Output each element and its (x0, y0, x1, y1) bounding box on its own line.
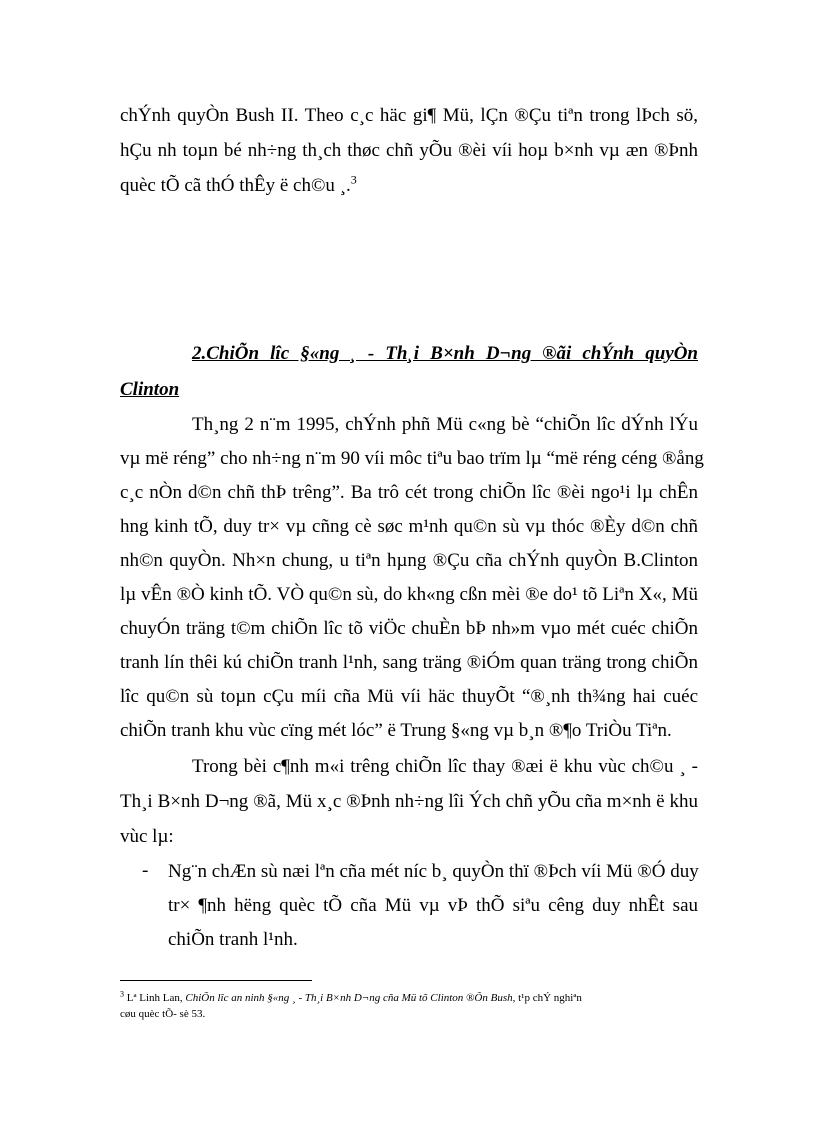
bullet-text-line: Ng¨n chÆn sù næi lªn cña mét níc b¸ quyÒn thï ®Þch víi Mü ®Ó duy (168, 861, 699, 882)
section-heading: 2.ChiÕn lîc §«ng ¸ - Th¸i B×nh D¬ng ®ãi chÝnh quyÒn (192, 343, 698, 364)
footnote (120, 990, 698, 1006)
body-text-line: Th¸i B×nh D¬ng ®ã, Mü x¸c ®Þnh nh÷ng lîi Ých chñ yÕu cña m×nh ë khu (120, 791, 698, 812)
body-text-line: chuyÓn träng t©m chiÕn lîc tõ viÖc chuÈn bÞ nh»m vµo mét cuéc chiÕn (120, 618, 698, 639)
body-text-line: Th¸ng 2 n¨m 1995, chÝnh phñ Mü c«ng bè “chiÕn lîc dÝnh lÝu (192, 414, 698, 435)
footnote-source: t¹p chÝ nghiªn (515, 992, 582, 1004)
body-text-line: lîc qu©n sù toµn cÇu míi cña Mü víi häc thuyÕt “®¸nh th¾ng hai cuéc (120, 686, 698, 707)
footnote-number: 3 (120, 989, 124, 999)
footnote-continued: cøu quèc tÕ- sè 53. (120, 1008, 206, 1020)
body-text-line: vµ më réng” cho nh÷ng n¨m 90 víi môc tiªu bao trïm lµ “më réng céng ®ång (120, 448, 704, 469)
bullet-text-line: chiÕn tranh l¹nh. (168, 929, 298, 950)
section-heading-continued: Clinton (120, 379, 180, 400)
footnote-title: ChiÕn lîc an ninh §«ng ¸ - Th¸i B×nh D¬ng cña Mü tõ Clinton ®Õn Bush, (185, 992, 516, 1004)
body-text-line: tranh lín thêi kú chiÕn tranh l¹nh, sang träng ®iÓm quan träng trong chiÕn (120, 652, 698, 673)
body-text-line: hng kinh tÕ, duy tr× vµ cñng cè søc m¹nh qu©n sù vµ thóc ®Èy d©n chñ (120, 516, 698, 537)
body-text-line (120, 174, 698, 198)
body-text-line: hÇu nh toµn bé nh÷ng th¸ch thøc chñ yÕu ®èi víi hoµ b×nh vµ æn ®Þnh (120, 140, 698, 161)
bullet-text-line: tr× ¶nh hëng quèc tÕ cña Mü vµ vÞ thÕ siªu cêng duy nhÊt sau (168, 895, 698, 916)
body-text-line: c¸c nÒn d©n chñ thÞ trêng”. Ba trô cét trong chiÕn lîc ®èi ngo¹i lµ chÊn (120, 482, 698, 503)
body-text: quèc tÕ cã thÓ thÊy ë ch©u ¸. (120, 175, 351, 196)
footnote-reference: 3 (350, 172, 357, 187)
footnote-separator (120, 980, 312, 981)
body-text-line: lµ vÊn ®Ò kinh tÕ. VÒ qu©n sù, do kh«ng cßn mèi ®e do¹ tõ Liªn X«, Mü (120, 584, 698, 605)
footnote-author: Lª Linh Lan, (126, 992, 186, 1004)
body-text-line: chiÕn tranh khu vùc cïng mét lóc” ë Trung §«ng vµ b¸n ®¶o TriÒu Tiªn. (120, 720, 672, 741)
body-text-line: nh©n quyÒn. Nh×n chung, u tiªn hµng ®Çu cña chÝnh quyÒn B.Clinton (120, 550, 698, 571)
bullet-marker: - (142, 860, 149, 881)
body-text-line: chÝnh quyÒn Bush II. Theo c¸c häc gi¶ Mü, lÇn ®Çu tiªn trong lÞch sö, (120, 105, 698, 126)
body-text-line: Trong bèi c¶nh m«i trêng chiÕn lîc thay ®æi ë khu vùc ch©u ¸ - (192, 756, 698, 777)
body-text-line: vùc lµ: (120, 826, 174, 847)
